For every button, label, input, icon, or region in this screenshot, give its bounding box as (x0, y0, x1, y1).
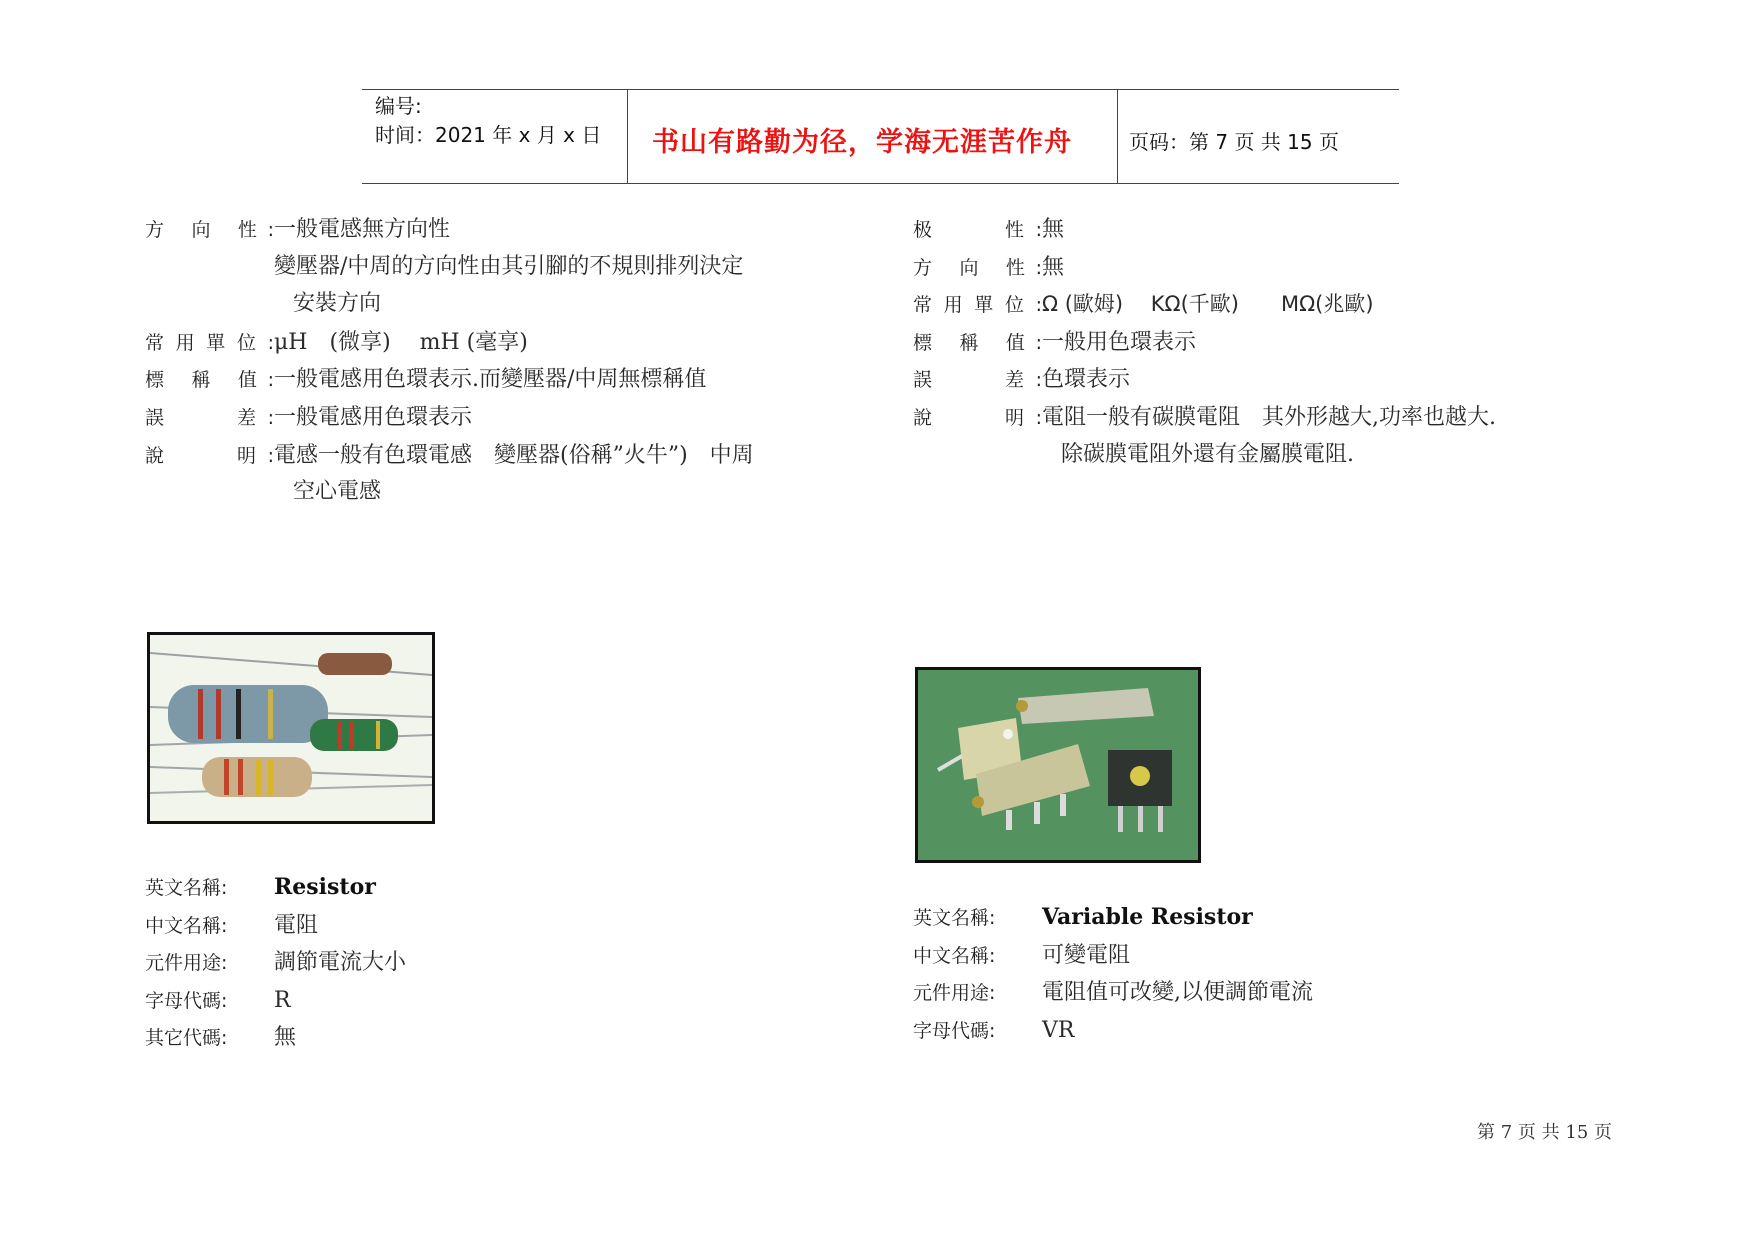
left-unit-value: μH (微享) mH (毫享) (274, 330, 528, 355)
left-tolerance-label: 誤 差: (145, 407, 274, 429)
resistor-letter-label: 字母代碼: (145, 990, 228, 1012)
vr-usage-label: 元件用途: (913, 982, 996, 1004)
left-direction-cont2: 安裝方向 (293, 291, 382, 316)
resistor-english-label: 英文名稱: (145, 877, 228, 899)
resistor-letter-row (145, 985, 291, 1016)
header-time-label: 时间：2021 年 x 月 x 日 (375, 123, 602, 147)
vr-letter-value: VR (1042, 1018, 1075, 1043)
left-tolerance-value: 一般電感用色環表示 (274, 405, 473, 430)
header-bottom-rule (362, 183, 1399, 184)
right-unit-row (913, 289, 1374, 320)
variable-resistor-illustration (918, 670, 1198, 860)
right-unit-value: Ω (歐姆) KΩ(千歐) MΩ(兆歐) (1042, 292, 1374, 316)
left-desc-value: 電感一般有色環電感 變壓器(俗稱”火牛”) 中周 (274, 443, 754, 468)
resistor-other-row (145, 1022, 296, 1053)
left-desc-label: 說 明: (145, 445, 274, 467)
resistor-chinese-row (145, 910, 318, 941)
header-number-label: 编号: (375, 94, 422, 118)
vr-english-row (913, 902, 1253, 933)
vr-chinese-row (913, 940, 1130, 971)
right-desc-row (913, 402, 1496, 433)
left-desc-cont: 空心電感 (293, 479, 382, 504)
resistor-english-row (145, 872, 376, 903)
resistor-english-value: Resistor (274, 874, 376, 900)
vr-chinese-value: 可變電阻 (1042, 943, 1131, 968)
vr-letter-label: 字母代碼: (913, 1020, 996, 1042)
left-direction-cont1: 變壓器/中周的方向性由其引腳的不規則排列決定 (274, 254, 744, 279)
resistor-other-value: 無 (274, 1025, 297, 1050)
resistor-other-label: 其它代碼: (145, 1027, 228, 1049)
left-nominal-row (145, 364, 706, 395)
right-nominal-row (913, 327, 1196, 358)
header-divider-2 (1117, 89, 1118, 183)
header-motto: 书山有路勤为径，学海无涯苦作舟 (652, 127, 1072, 158)
resistor-usage-label: 元件用途: (145, 952, 228, 974)
right-direction-row (913, 252, 1064, 283)
right-direction-value: 無 (1042, 255, 1065, 280)
variable-resistor-photo (915, 667, 1201, 863)
header-page-label: 页码：第 7 页 共 15 页 (1129, 130, 1339, 154)
resistor-chinese-value: 電阻 (274, 913, 319, 938)
right-desc-cont: 除碳膜電阻外還有金屬膜電阻. (1061, 442, 1354, 467)
header-meta (375, 92, 601, 150)
right-tolerance-row (913, 364, 1130, 395)
header-divider-1 (627, 89, 628, 183)
resistor-illustration (150, 635, 432, 821)
footer-page-label: 第 7 页 共 15 页 (1477, 1122, 1612, 1143)
left-tolerance-row (145, 402, 472, 433)
vr-chinese-label: 中文名稱: (913, 945, 996, 967)
resistor-usage-row (145, 947, 406, 978)
right-polarity-label: 极 性: (913, 219, 1042, 241)
right-nominal-value: 一般用色環表示 (1042, 330, 1197, 355)
vr-usage-value: 電阻值可改變,以便調節電流 (1042, 980, 1313, 1005)
left-direction-row (145, 214, 450, 245)
left-direction-label: 方 向 性: (145, 219, 274, 241)
vr-usage-row (913, 977, 1313, 1008)
left-desc-row (145, 440, 754, 471)
vr-english-value: Variable Resistor (1042, 904, 1253, 930)
resistor-letter-value: R (274, 988, 291, 1013)
resistor-chinese-label: 中文名稱: (145, 915, 228, 937)
right-desc-label: 說 明: (913, 407, 1042, 429)
left-direction-value: 一般電感無方向性 (274, 217, 451, 242)
right-polarity-value: 無 (1042, 217, 1065, 242)
right-polarity-row (913, 214, 1064, 245)
vr-english-label: 英文名稱: (913, 907, 996, 929)
vr-letter-row (913, 1015, 1074, 1046)
right-direction-label: 方 向 性: (913, 257, 1042, 279)
left-nominal-label: 標 稱 值: (145, 369, 274, 391)
right-nominal-label: 標 稱 值: (913, 332, 1042, 354)
right-desc-value: 電阻一般有碳膜電阻 其外形越大,功率也越大. (1042, 405, 1496, 430)
left-unit-label: 常用單位: (145, 332, 274, 354)
right-tolerance-value: 色環表示 (1042, 367, 1131, 392)
right-tolerance-label: 誤 差: (913, 369, 1042, 391)
resistor-usage-value: 調節電流大小 (274, 950, 407, 975)
left-nominal-value: 一般電感用色環表示.而變壓器/中周無標稱值 (274, 367, 707, 392)
resistor-photo (147, 632, 435, 824)
header-top-rule (362, 89, 1399, 90)
right-unit-label: 常用單位: (913, 294, 1042, 316)
left-unit-row (145, 327, 528, 358)
